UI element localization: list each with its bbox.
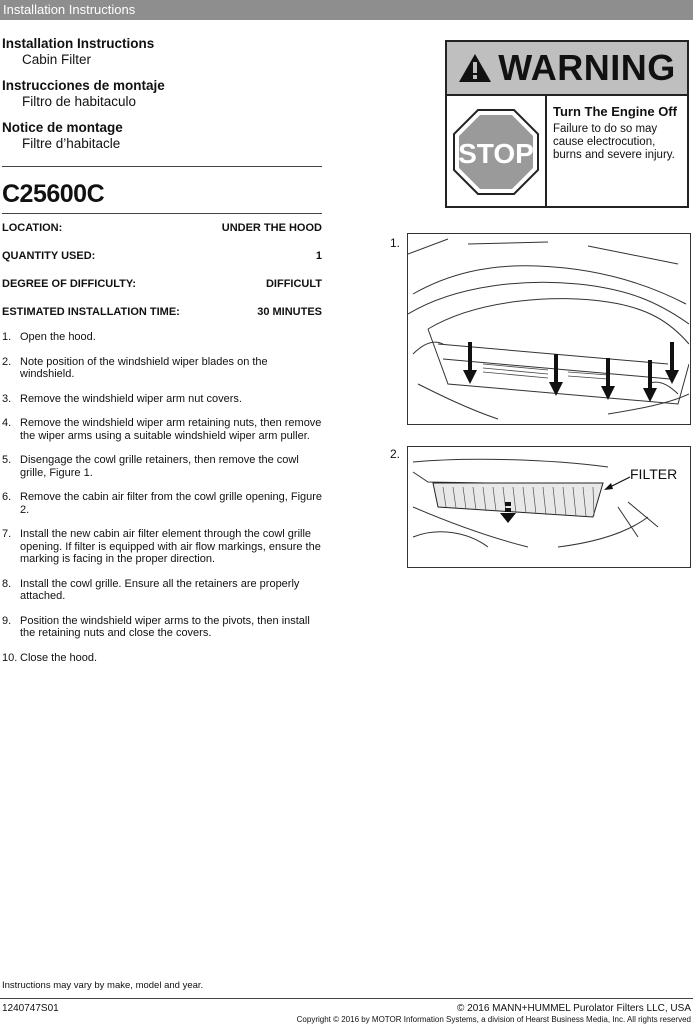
step-item <box>2 491 324 516</box>
warning-message <box>547 96 687 208</box>
step-text: Install the new cabin air filter element through the cowl grille opening. If filter is equipped with air flow markings, ensure the marking is facing in the proper direction. <box>20 528 321 565</box>
spec-row <box>2 248 322 276</box>
step-number: 3. <box>2 392 12 405</box>
warning-text: Failure to do so may cause electrocution, burns and severe injury. <box>553 123 675 161</box>
warning-word: WARNING <box>498 47 676 88</box>
step-item <box>2 615 324 640</box>
step-number: 7. <box>2 528 12 540</box>
step-item <box>2 417 324 442</box>
figure-2 <box>407 446 691 568</box>
step-item <box>2 331 324 344</box>
title-es: Instrucciones de montaje <box>2 78 165 93</box>
divider <box>2 213 322 214</box>
step-text: Remove the cabin air filter from the cowl grille opening, Figure 2. <box>20 491 323 516</box>
step-number: 4. <box>2 417 12 429</box>
step-item <box>2 528 324 566</box>
title-en: Installation Instructions <box>2 36 155 51</box>
step-text: Install the cowl grille. Ensure all the retainers are properly attached. <box>20 577 300 602</box>
stop-text: STOP <box>458 138 534 169</box>
subtitle-en: Cabin Filter <box>22 52 92 67</box>
subtitle-fr: Filtre d’habitacle <box>22 136 121 151</box>
step-text: Position the windshield wiper arms to the pivots, then install the retaining nuts and close the covers. <box>20 614 310 639</box>
header-bar <box>0 0 693 20</box>
spec-value: DIFFICULT <box>265 278 322 290</box>
spec-label: LOCATION: <box>2 222 63 234</box>
step-text: Note position of the windshield wiper blades on the windshield. <box>20 355 268 380</box>
footer-note: Instructions may vary by make, model and year. <box>2 980 204 991</box>
title-fr: Notice de montage <box>2 120 123 135</box>
spec-row <box>2 220 322 248</box>
warning-body <box>447 96 687 208</box>
part-number: C25600C <box>2 180 105 208</box>
filter-label: FILTER <box>630 466 678 482</box>
header-title: Installation Instructions <box>3 2 136 17</box>
step-text: Close the hood. <box>20 651 98 664</box>
filter-removal-illustration <box>408 447 689 566</box>
spec-value: UNDER THE HOOD <box>221 222 322 234</box>
cowl-grille-illustration <box>408 234 689 423</box>
step-number: 10. <box>2 651 18 664</box>
stop-sign-icon <box>452 108 540 196</box>
step-item <box>2 578 324 603</box>
step-text: Remove the windshield wiper arm nut covers. <box>20 392 242 405</box>
stop-cell <box>447 96 547 208</box>
step-text: Open the hood. <box>20 331 96 343</box>
warning-triangle-icon <box>458 53 492 83</box>
step-number: 9. <box>2 614 12 627</box>
step-number: 5. <box>2 454 12 466</box>
step-item <box>2 356 324 381</box>
document-code: 1240747S01 <box>2 1003 59 1014</box>
footer-divider <box>0 998 693 999</box>
step-number: 1. <box>2 331 12 343</box>
motor-copyright: Copyright © 2016 by MOTOR Information Systems, a division of Hearst Business Media, Inc. All rights reserved <box>296 1015 691 1024</box>
spec-row <box>2 276 322 304</box>
spec-table <box>2 220 322 332</box>
spec-value: 1 <box>315 250 322 262</box>
step-item <box>2 652 324 665</box>
spec-label: DEGREE OF DIFFICULTY: <box>2 278 137 290</box>
figure-1-label: 1. <box>390 236 401 250</box>
step-item <box>2 393 324 406</box>
step-number: 6. <box>2 491 12 503</box>
warning-title: Turn The Engine Off <box>553 104 677 119</box>
figure-1 <box>407 233 691 425</box>
spec-row <box>2 304 322 332</box>
step-item <box>2 454 324 479</box>
warning-banner <box>447 42 687 96</box>
title-block <box>2 36 322 162</box>
figure-2-label: 2. <box>390 447 401 461</box>
step-text: Remove the windshield wiper arm retaining nuts, then remove the wiper arms using a suitable windshield wiper arm puller. <box>20 417 322 442</box>
spec-value: 30 MINUTES <box>257 306 322 318</box>
step-text: Disengage the cowl grille retainers, then remove the cowl grille, Figure 1. <box>20 454 299 479</box>
divider <box>2 166 322 167</box>
spec-label: ESTIMATED INSTALLATION TIME: <box>2 306 180 318</box>
warning-box <box>445 40 689 208</box>
subtitle-es: Filtro de habitaculo <box>22 94 137 109</box>
step-number: 8. <box>2 577 12 590</box>
step-number: 2. <box>2 355 12 368</box>
spec-label: QUANTITY USED: <box>2 250 96 262</box>
steps-list <box>2 331 324 676</box>
company-copyright: © 2016 MANN+HUMMEL Purolator Filters LLC, USA <box>456 1003 691 1014</box>
cabin-filter <box>433 483 603 517</box>
